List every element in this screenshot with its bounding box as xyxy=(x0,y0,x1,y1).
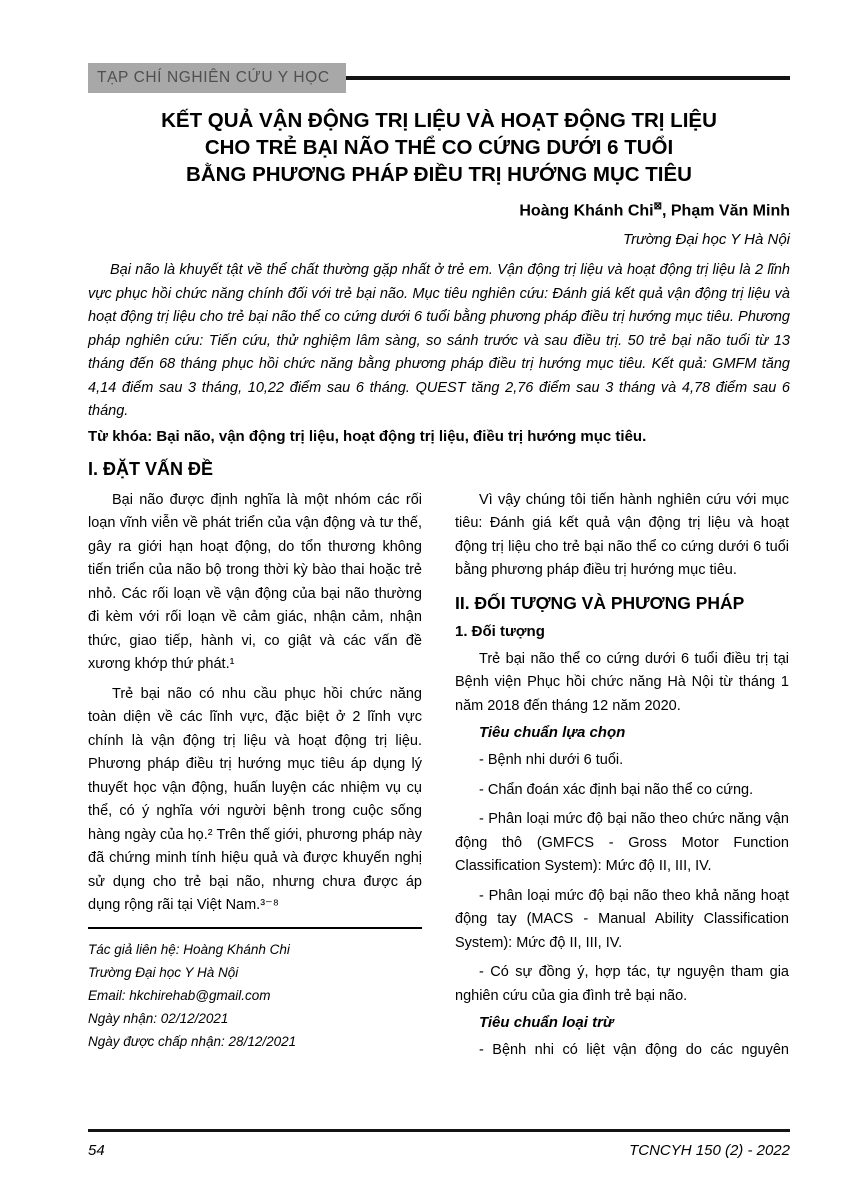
journal-reference: TCNCYH 150 (2) - 2022 xyxy=(629,1142,790,1159)
page-number: 54 xyxy=(88,1142,105,1159)
footnote-affiliation: Trường Đại học Y Hà Nội xyxy=(88,964,239,980)
section-1-heading: I. ĐẶT VẤN ĐỀ xyxy=(88,458,214,479)
header-rule xyxy=(346,76,790,80)
exclusion-criterion-1: - Bệnh nhi có liệt vận động do các nguyên xyxy=(479,1042,789,1059)
authors-line xyxy=(88,201,790,220)
selection-criterion-1: - Bệnh nhi dưới 6 tuổi. xyxy=(479,752,624,769)
article-title xyxy=(88,107,790,188)
affiliation: Trường Đại học Y Hà Nội xyxy=(623,231,790,249)
left-column xyxy=(88,489,422,1069)
section-2-heading: II. ĐỐI TƯỢNG VÀ PHƯƠNG PHÁP xyxy=(455,592,745,613)
footnote-contact: Tác giả liên hệ: Hoàng Khánh Chi xyxy=(88,941,290,957)
section-2-subheading-1: 1. Đối tượng xyxy=(455,622,545,640)
coauthors: , Phạm Văn Minh xyxy=(661,202,790,220)
abstract: Bại não là khuyết tật về thể chất thường gặp nhất ở trẻ em. Vận động trị liệu và hoạt động trị liệu là 2 lĩnh vực phục hồi chức năng chính đối với trẻ bại não. Mục tiêu nghiên cứu: Đánh giá kết quả vận động trị liệu và hoạt động trị liệu cho trẻ bại não thể co cứng dưới 6 tuổi bằng phương pháp điều trị hướng mục tiêu. Phương pháp nghiên cứu: Tiến cứu, thử nghiệm lâm sàng, so sánh trước và sau điều trị. 50 trẻ bại não tuổi từ 13 tháng đến 68 tháng phục hồi chức năng bằng phương pháp điều trị hướng mục tiêu. Kết quả: GMFM tăng 4,14 điểm sau 3 tháng, 10,22 điểm sau 6 tháng. QUEST tăng 2,76 điểm sau 3 tháng và 4,78 điểm sau 6 tháng. xyxy=(88,262,790,420)
footnote-email: Email: hkchirehab@gmail.com xyxy=(88,987,271,1003)
journal-name-banner: TẠP CHÍ NGHIÊN CỨU Y HỌC xyxy=(88,63,346,93)
right-column xyxy=(455,489,789,1069)
page-content xyxy=(88,62,790,1069)
selection-criterion-3: - Phân loại mức độ bại não theo chức năng vận động thô (GMFCS - Gross Motor Function Classification System): Mức độ II, III, IV. xyxy=(455,811,789,875)
exclusion-criteria-heading: Tiêu chuẩn loại trừ xyxy=(479,1014,614,1032)
section-1-paragraph-3: Vì vậy chúng tôi tiến hành nghiên cứu với mục tiêu: Đánh giá kết quả vận động trị liệu và hoạt động trị liệu cho trẻ bại não thể co cứng dưới 6 tuổi bằng phương pháp điều trị hướng mục tiêu. xyxy=(455,491,789,579)
selection-criterion-5: - Có sự đồng ý, hợp tác, tự nguyện tham gia nghiên cứu của gia đình trẻ bại não. xyxy=(455,964,789,1004)
page-header xyxy=(88,62,790,94)
article-title-line3: BẰNG PHƯƠNG PHÁP ĐIỀU TRỊ HƯỚNG MỤC TIÊU xyxy=(186,163,692,186)
section-1-paragraph-1: Bại não được định nghĩa là một nhóm các rối loạn vĩnh viễn về phát triển của vận động và tư thế, gây ra giới hạn hoạt động, do tổn thương không tiến triển của não bộ trong thời kỳ bào thai hoặc trẻ nhỏ. Các rối loạn về vận động của bại não thường đi kèm với rối loạn về cảm giác, nhận cảm, nhận thức, giao tiếp, hành vi, co giật và các vấn đề xương khớp thứ phát.¹ xyxy=(88,491,422,673)
footnote-accepted-date: Ngày được chấp nhận: 28/12/2021 xyxy=(88,1033,297,1049)
envelope-icon: ⊠ xyxy=(653,201,662,212)
footnote-block xyxy=(88,927,422,1053)
selection-criterion-4: - Phân loại mức độ bại não theo khả năng hoạt động tay (MACS - Manual Ability Classification System): Mức độ II, III, IV. xyxy=(455,887,789,951)
footnote-received-date: Ngày nhận: 02/12/2021 xyxy=(88,1010,229,1026)
section-1-paragraph-2: Trẻ bại não có nhu cầu phục hồi chức năng toàn diện về các lĩnh vực, đặc biệt ở 2 lĩnh vực chính là vận động trị liệu và hoạt động trị liệu. Phương pháp điều trị hướng mục tiêu áp dụng lý thuyết học vận động, huấn luyện các nhiệm vụ cụ thể, có ý nghĩa với người bệnh trong cuộc sống hàng ngày của họ.² Trên thế giới, phương pháp này đã chứng minh tính hiệu quả và được khuyến nghị sử dụng cho trẻ bại não, nhưng chưa được áp dụng rộng rãi tại Việt Nam.³⁻⁸ xyxy=(88,685,422,914)
two-column-body xyxy=(88,489,790,1069)
section-2-paragraph-1: Trẻ bại não thể co cứng dưới 6 tuổi điều trị tại Bệnh viện Phục hồi chức năng Hà Nội từ tháng 1 năm 2018 đến tháng 12 năm 2020. xyxy=(455,650,789,714)
article-title-line1: KẾT QUẢ VẬN ĐỘNG TRỊ LIỆU VÀ HOẠT ĐỘNG TRỊ LIỆU xyxy=(161,109,717,132)
selection-criteria-heading: Tiêu chuẩn lựa chọn xyxy=(479,724,626,742)
selection-criterion-2: - Chẩn đoán xác định bại não thể co cứng. xyxy=(479,781,754,798)
keywords-line: Từ khóa: Bại não, vận động trị liệu, hoạt động trị liệu, điều trị hướng mục tiêu. xyxy=(88,427,647,445)
article-title-line2: CHO TRẺ BẠI NÃO THỂ CO CỨNG DƯỚI 6 TUỔI xyxy=(204,136,674,159)
corresponding-author: Hoàng Khánh Chi xyxy=(519,202,654,220)
page-footer xyxy=(88,1129,790,1159)
